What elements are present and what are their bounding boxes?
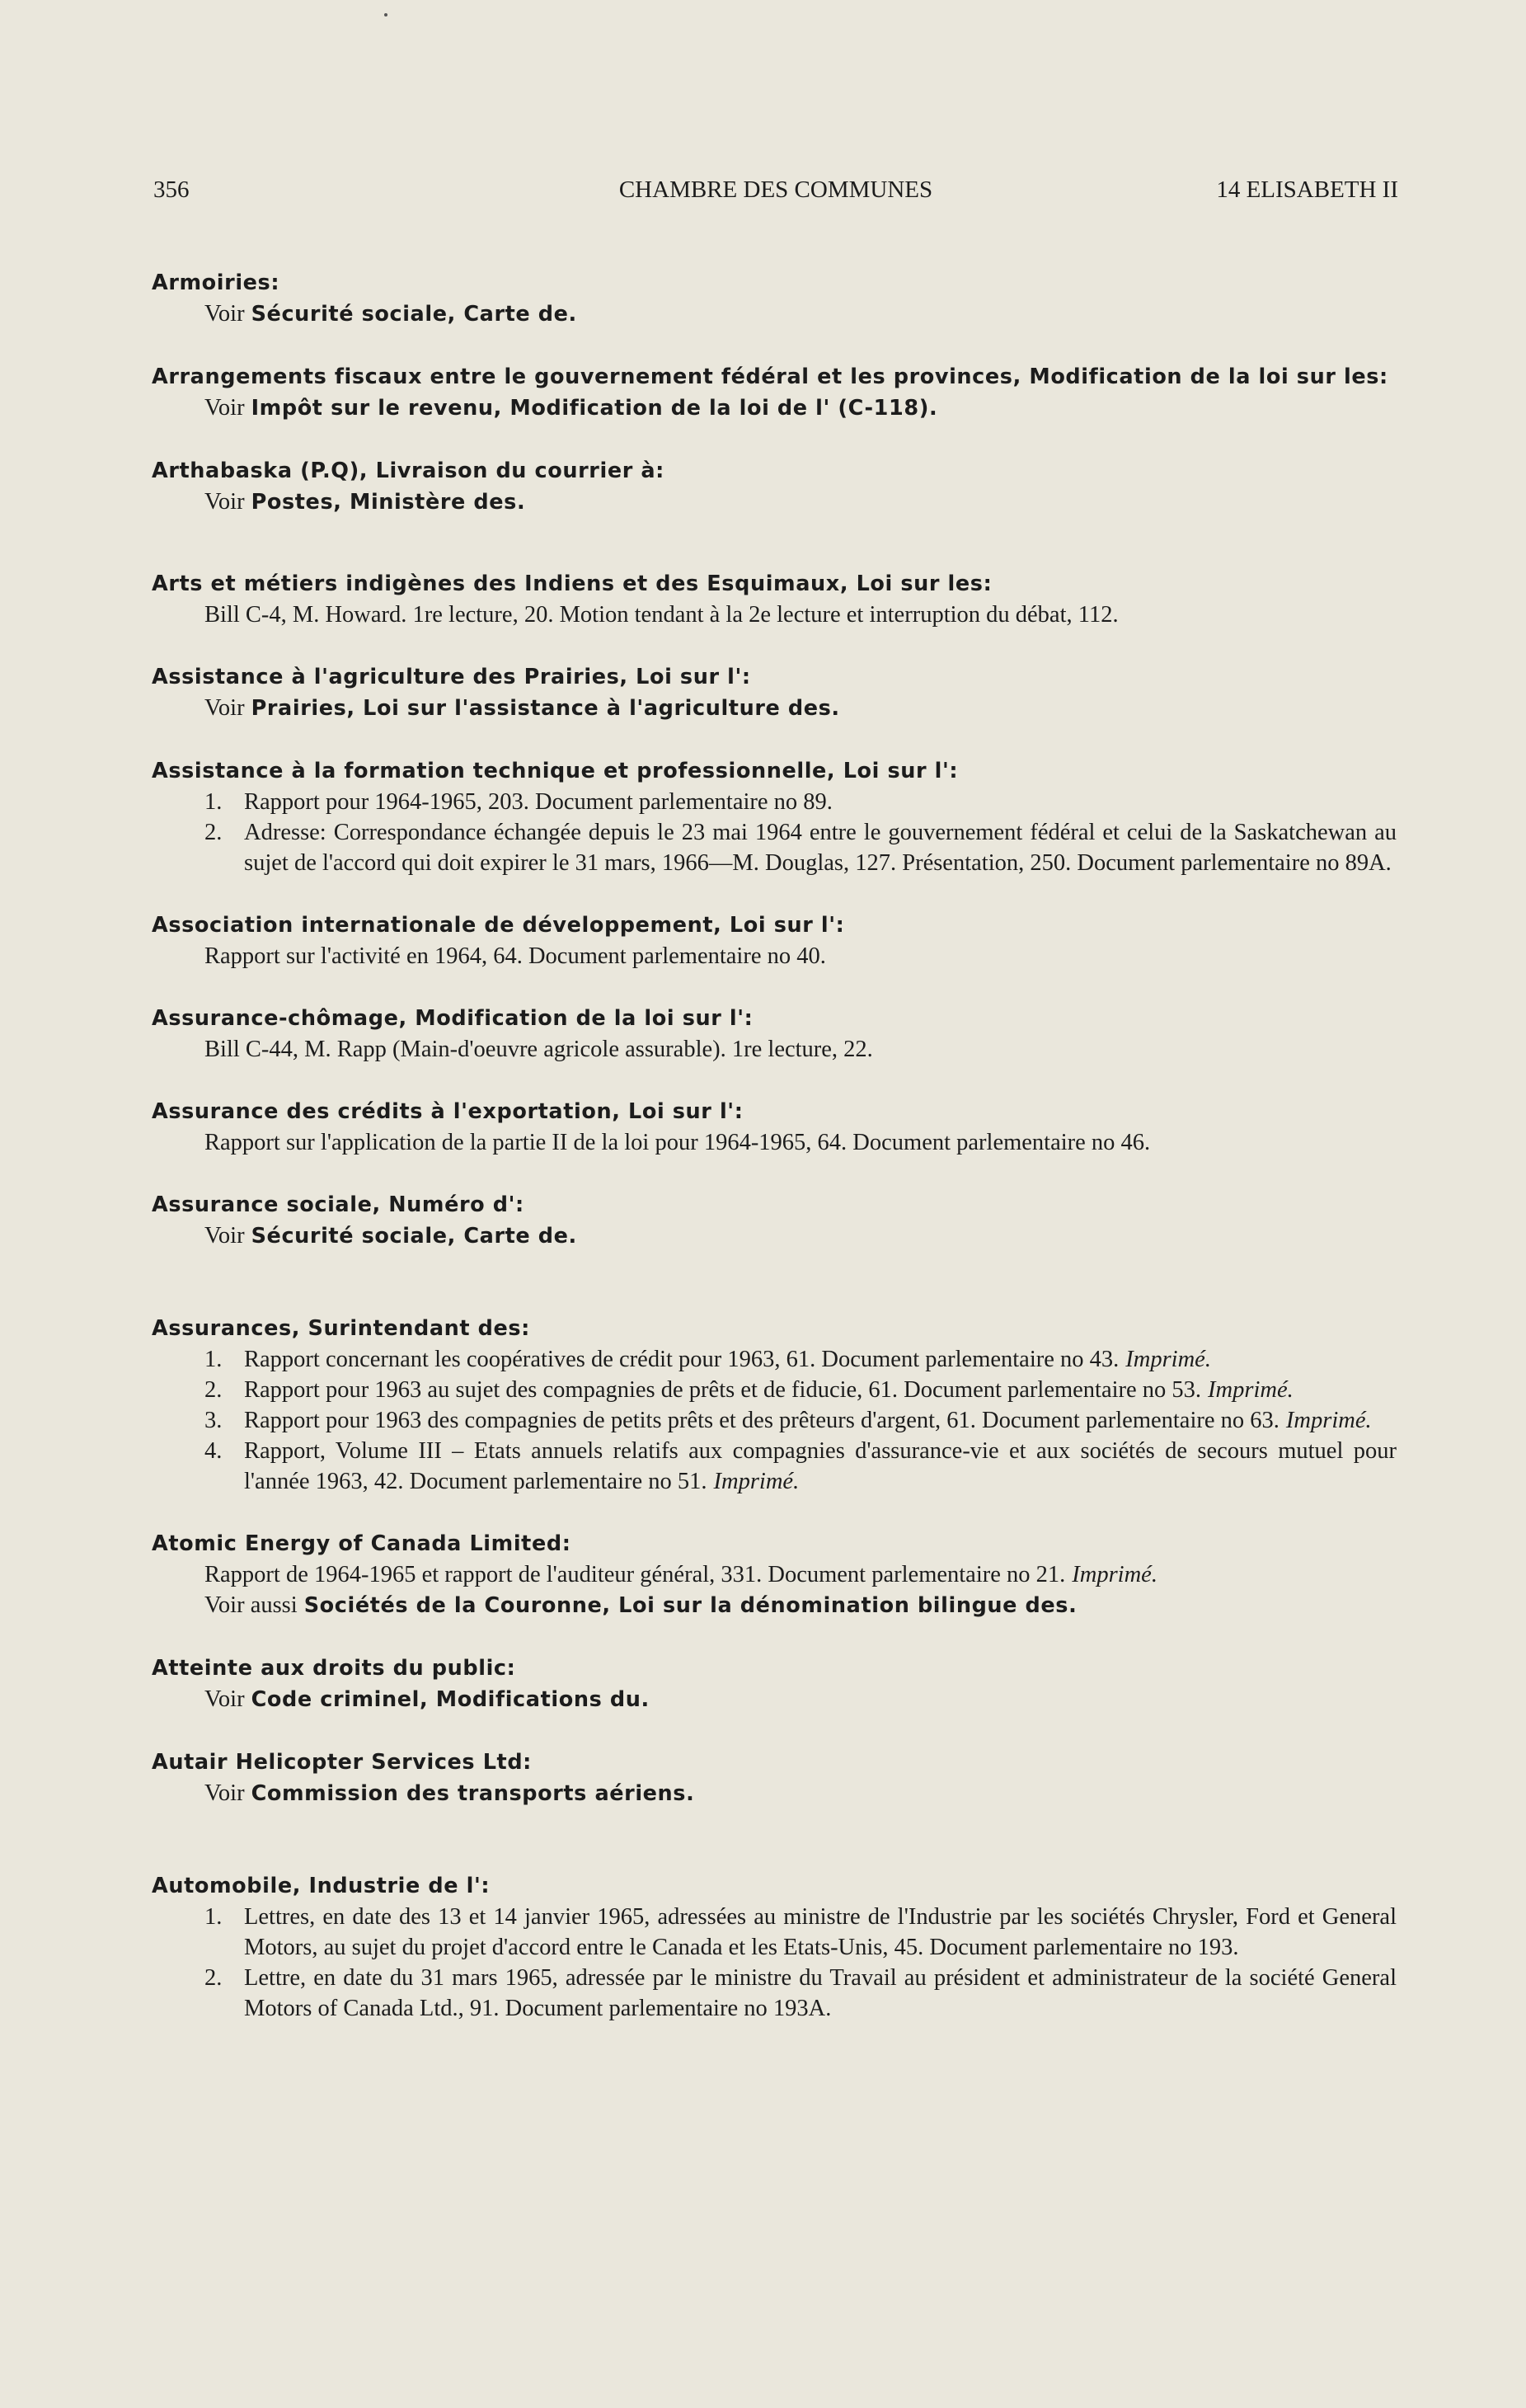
entry-item-list: [152, 1344, 1397, 1497]
regnal-year: 14 ELISABETH II: [1216, 176, 1398, 203]
item-number: 1.: [204, 1347, 223, 1372]
index-entry: [152, 1314, 1397, 1497]
entry-heading: Automobile, Industrie de l':: [152, 1874, 491, 1898]
cross-reference: Commission des transports aériens.: [251, 1781, 695, 1806]
entry-line: [204, 487, 1397, 518]
printed-note: Imprimé.: [1125, 1347, 1211, 1372]
entry-heading: Assurance-chômage, Modification de la loi sur l':: [152, 1006, 754, 1031]
entry-heading: Assurances, Surintendant des:: [152, 1316, 530, 1341]
list-item: [152, 1405, 1397, 1436]
print-speck: [384, 13, 387, 16]
running-title: CHAMBRE DES COMMUNES: [618, 176, 933, 203]
index-entry: [152, 1747, 1397, 1809]
index-entry: [152, 1097, 1397, 1158]
entry-heading: Assurance sociale, Numéro d':: [152, 1192, 524, 1217]
entry-text: Bill C-44, M. Rapp (Main-d'oeuvre agricole assurable). 1re lecture, 22.: [204, 1037, 873, 1062]
entry-line: [204, 393, 1397, 424]
cross-reference: Impôt sur le revenu, Modification de la loi de l' (C-118).: [251, 396, 938, 421]
see-prefix: Voir: [204, 695, 245, 721]
entry-text: Rapport de 1964-1965 et rapport de l'auditeur général, 331. Document parlementaire no 21.: [204, 1562, 1066, 1587]
entry-text: Rapport sur l'application de la partie II de la loi pour 1964-1965, 64. Document parlementaire no 46.: [204, 1130, 1151, 1155]
printed-note: Imprimé.: [1072, 1562, 1157, 1587]
index-entry: [152, 268, 1397, 330]
printed-note: Imprimé.: [713, 1469, 800, 1494]
cross-reference: Sécurité sociale, Carte de.: [251, 302, 577, 327]
entry-heading: Association internationale de développement, Loi sur l':: [152, 913, 845, 938]
see-prefix: Voir: [204, 395, 245, 421]
list-item: [152, 1963, 1397, 2024]
entry-heading: Assistance à l'agriculture des Prairies, Loi sur l':: [152, 665, 751, 689]
index-entries: [152, 268, 1397, 2024]
entry-line: [204, 1127, 1397, 1158]
item-text: Rapport pour 1964-1965, 203. Document parlementaire no 89.: [244, 789, 833, 815]
entry-heading: Arthabaska (P.Q), Livraison du courrier à:: [152, 459, 664, 483]
item-text: Adresse: Correspondance échangée depuis le 23 mai 1964 entre le gouvernement fédéral et celui de la Saskatchewan au sujet de l'accord qui doit expirer le 31 mars, 1966—M. Douglas, 127. Présentation, 250. Document parlementaire no 89A.: [244, 820, 1397, 876]
item-text: Lettre, en date du 31 mars 1965, adressée par le ministre du Travail au président et administrateur de la société General Motors of Canada Ltd., 91. Document parlementaire no 193A.: [244, 1965, 1397, 2021]
entry-line: [204, 941, 1397, 971]
entry-heading: Assurance des crédits à l'exportation, Loi sur l':: [152, 1099, 744, 1124]
page-header: [153, 176, 1398, 209]
index-entry: [152, 1871, 1397, 2024]
entry-line: [204, 1034, 1397, 1065]
cross-reference: Prairies, Loi sur l'assistance à l'agriculture des.: [251, 696, 840, 721]
index-entry: [152, 362, 1397, 424]
cross-reference: Sécurité sociale, Carte de.: [251, 1224, 577, 1249]
entry-heading: Assistance à la formation technique et professionnelle, Loi sur l':: [152, 759, 959, 783]
entry-line: [204, 1590, 1397, 1621]
printed-note: Imprimé.: [1208, 1377, 1294, 1403]
item-text: Rapport pour 1963 des compagnies de petits prêts et des prêteurs d'argent, 61. Document parlementaire no 63.: [244, 1408, 1279, 1433]
list-item: [152, 1375, 1397, 1405]
item-number: 1.: [204, 1904, 223, 1930]
entry-heading: Armoiries:: [152, 270, 280, 295]
index-entry: [152, 662, 1397, 724]
entry-item-list: [152, 787, 1397, 878]
cross-reference: Postes, Ministère des.: [251, 490, 526, 515]
item-text: Rapport pour 1963 au sujet des compagnies de prêts et de fiducie, 61. Document parlementaire no 53.: [244, 1377, 1202, 1403]
index-entry: [152, 1529, 1397, 1621]
entry-line: [204, 1684, 1397, 1715]
list-item: [152, 1344, 1397, 1375]
index-entry: [152, 1004, 1397, 1065]
see-prefix: Voir: [204, 1686, 245, 1712]
item-number: 2.: [204, 1965, 223, 1991]
entry-line: [204, 693, 1397, 724]
item-number: 1.: [204, 789, 223, 815]
entry-heading: Atteinte aux droits du public:: [152, 1656, 516, 1681]
list-item: [152, 787, 1397, 817]
index-entry: [152, 569, 1397, 630]
index-entry: [152, 1653, 1397, 1715]
item-number: 2.: [204, 1377, 223, 1403]
list-item: [152, 1902, 1397, 1963]
cross-reference: Code criminel, Modifications du.: [251, 1687, 650, 1712]
entry-line: [204, 1778, 1397, 1809]
index-entry: [152, 1190, 1397, 1252]
see-prefix: Voir aussi: [204, 1592, 298, 1618]
entry-line: [204, 1220, 1397, 1252]
cross-reference: Sociétés de la Couronne, Loi sur la dénomination bilingue des.: [303, 1593, 1078, 1618]
see-prefix: Voir: [204, 489, 245, 515]
entry-heading: Arts et métiers indigènes des Indiens et des Esquimaux, Loi sur les:: [152, 571, 993, 596]
list-item: [152, 1436, 1397, 1497]
entry-heading: Arrangements fiscaux entre le gouvernement fédéral et les provinces, Modification de la loi sur les:: [152, 364, 1388, 389]
list-item: [152, 817, 1397, 878]
entry-heading: Autair Helicopter Services Ltd:: [152, 1750, 532, 1775]
item-number: 3.: [204, 1408, 223, 1433]
index-entry: [152, 456, 1397, 518]
entry-heading: Atomic Energy of Canada Limited:: [152, 1531, 571, 1556]
item-text: Rapport, Volume III – Etats annuels relatifs aux compagnies d'assurance-vie et aux sociétés de secours mutuel pour l'année 1963, 42. Document parlementaire no 51.: [244, 1438, 1397, 1494]
see-prefix: Voir: [204, 1223, 245, 1249]
item-text: Rapport concernant les coopératives de crédit pour 1963, 61. Document parlementaire no 43.: [244, 1347, 1120, 1372]
item-text: Lettres, en date des 13 et 14 janvier 1965, adressées au ministre de l'Industrie par les sociétés Chrysler, Ford et General Motors, au sujet du projet d'accord entre le Canada et les Etats-Unis, 45. Document parlementaire no 193.: [244, 1904, 1397, 1960]
entry-line: [204, 600, 1397, 630]
index-entry: [152, 756, 1397, 878]
item-number: 4.: [204, 1438, 223, 1464]
entry-line: [204, 299, 1397, 330]
page-number: 356: [153, 176, 190, 203]
see-prefix: Voir: [204, 301, 245, 327]
entry-text: Rapport sur l'activité en 1964, 64. Document parlementaire no 40.: [204, 943, 826, 969]
entry-item-list: [152, 1902, 1397, 2024]
index-entry: [152, 910, 1397, 971]
see-prefix: Voir: [204, 1780, 245, 1806]
item-number: 2.: [204, 820, 223, 845]
printed-note: Imprimé.: [1285, 1408, 1372, 1433]
entry-text: Bill C-4, M. Howard. 1re lecture, 20. Motion tendant à la 2e lecture et interruption du débat, 112.: [204, 602, 1119, 628]
entry-line: [204, 1559, 1397, 1590]
